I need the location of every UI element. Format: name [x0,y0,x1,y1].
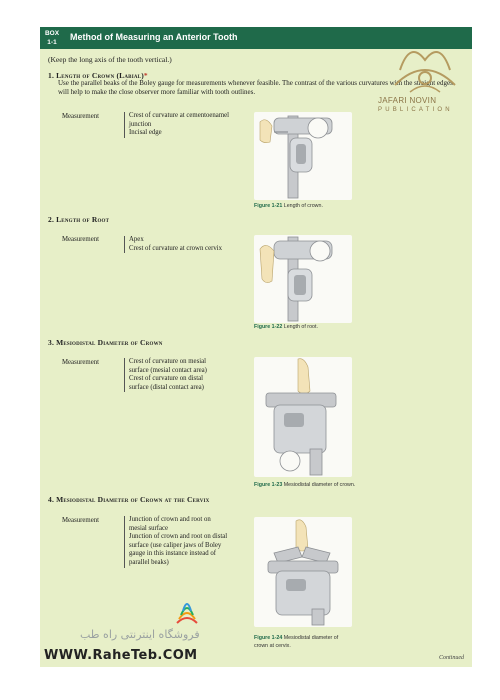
figure-caption-text: crown at cervix. [254,643,291,649]
figure-number: Figure 1-24 [254,635,283,641]
section-2-measurement-label: Measurement [62,236,99,243]
asterisk-mark: * [143,71,148,80]
list-item: surface (mesial contact area) [129,366,207,374]
box-panel [40,27,472,667]
figure-1-22-caption [254,324,318,330]
list-item: surface (use caliper jaws of Boley [129,541,222,549]
figure-1-21-image [254,112,352,200]
box-tag-number: 1-1 [47,39,57,46]
section-3-title: 3. Mesiodistal Diameter of Crown [48,338,163,347]
section-2-title: 2. Length of Root [48,215,110,224]
list-item: Crest of curvature on mesial [129,358,207,365]
list-item: Apex [129,236,144,243]
figure-caption-text: Length of root. [283,324,318,330]
figure-1-24-caption [254,634,338,650]
figure-1-23-caption [254,482,355,488]
list-item: mesial surface [129,524,169,532]
figure-caption-text: Mesiodistal diameter of [283,635,339,641]
figure-number: Figure 1-23 [254,482,283,488]
list-item: junction [129,120,152,128]
figure-caption-text: Mesiodistal diameter of crown. [283,482,356,488]
section-1-title-text: 1. Length of Crown (Labial) [48,71,144,80]
publisher-sub: PUBLICATION [378,107,453,113]
continued-note: Continued [439,655,464,661]
list-item: gauge in this instance instead of [129,550,217,558]
list-item: Crest of curvature at cementoenamel [129,112,230,119]
figure-1-22-image [254,235,352,323]
figure-1-23-image [254,357,352,477]
list-item: surface (distal contact area) [129,383,204,391]
list-item: Incisal edge [129,129,162,137]
list-item: Junction of crown and root on distal [129,533,228,541]
box-tag [40,27,64,49]
section-1-items [124,112,229,138]
box-title: Method of Measuring an Anterior Tooth [70,32,238,42]
section-3-items [124,358,207,392]
list-item: Junction of crown and root on [129,516,211,523]
section-2-items [124,236,222,253]
section-1-measurement-label: Measurement [62,113,99,120]
list-item: parallel beaks) [129,558,169,566]
figure-1-24-image [254,517,352,627]
watermark-persian-text: فروشگاه اینترنتی راه طب [80,628,200,641]
list-item: Crest of curvature at crown cervix [129,244,223,252]
section-4-items [124,516,227,568]
section-1-description: Use the parallel beaks of the Boley gauge for measurements whenever feasible. The contrast of the various curvatures with the straight edges will help to make the close observer more familiar with tooth outlines. [58,79,453,96]
section-3-measurement-label: Measurement [62,359,99,366]
intro-note: (Keep the long axis of the tooth vertical.) [48,55,172,64]
section-4-title: 4. Mesiodistal Diameter of Crown at the Cervix [48,495,210,504]
watermark-url: WWW.RaheTeb.COM [44,648,198,663]
figure-caption-text: Length of crown. [283,203,323,209]
section-4-measurement-label: Measurement [62,517,99,524]
figure-1-21-caption [254,203,323,209]
list-item: Crest of curvature on distal [129,375,203,383]
box-tag-label: BOX [44,30,60,37]
figure-number: Figure 1-22 [254,324,283,330]
figure-number: Figure 1-21 [254,203,283,209]
publisher-name: JAFARI NOVIN [378,96,437,105]
